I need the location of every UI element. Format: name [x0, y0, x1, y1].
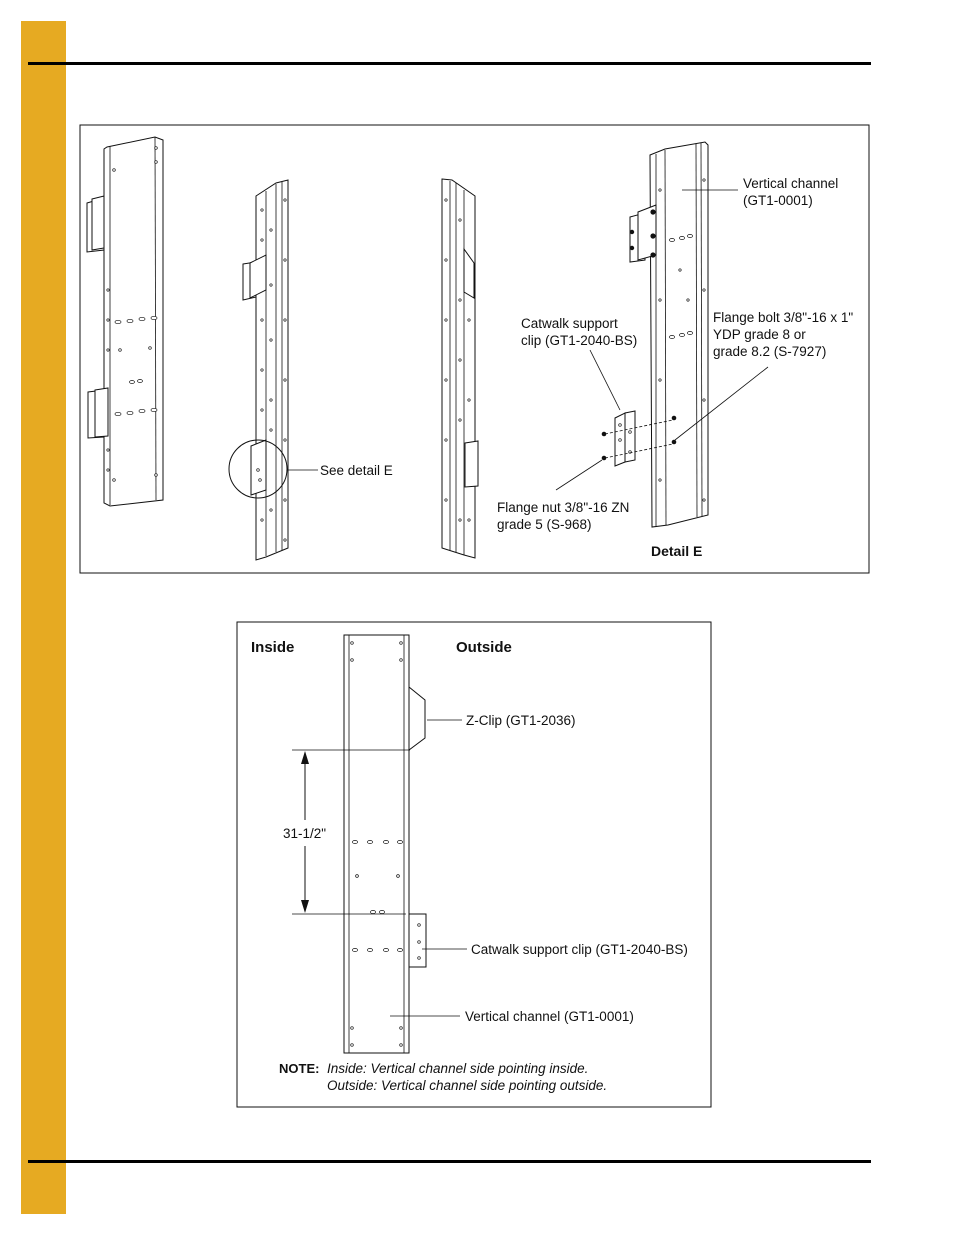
- flange-nut-label-line1: Flange nut 3/8"-16 ZN: [497, 500, 630, 515]
- see-detail-label: See detail E: [320, 463, 393, 478]
- flange-bolt-label-line3: grade 8.2 (S-7927): [713, 344, 827, 359]
- outside-heading: Outside: [456, 639, 512, 656]
- vertical-channel-bottom-label: Vertical channel (GT1-0001): [465, 1009, 634, 1024]
- catwalk-clip-bottom-label: Catwalk support clip (GT1-2040-BS): [471, 942, 688, 957]
- catwalk-clip-leader: [590, 350, 620, 410]
- flange-nut-label-line2: grade 5 (S-968): [497, 517, 592, 532]
- channel-view-2: [243, 180, 288, 560]
- note-line2: Outside: Vertical channel side pointing outside.: [327, 1078, 608, 1093]
- zclip-label: Z-Clip (GT1-2036): [466, 713, 576, 728]
- channel-view-1: [87, 137, 163, 506]
- note-prefix: NOTE:: [279, 1061, 320, 1076]
- dimension-label: 31-1/2": [283, 826, 327, 841]
- inside-heading: Inside: [251, 639, 295, 656]
- bottom-figure-frame: [237, 622, 711, 1107]
- detail-e-title: Detail E: [651, 543, 703, 559]
- flange-bolt-label-line2: YDP grade 8 or: [713, 327, 806, 342]
- detail-e-catwalk-clip: [615, 411, 635, 466]
- flange-nut-leader: [556, 460, 602, 490]
- catwalk-clip-label-line1: Catwalk support: [521, 316, 618, 331]
- zclip-shape: [409, 687, 425, 750]
- note-line1: Inside: Vertical channel side pointing inside.: [327, 1061, 589, 1076]
- flange-bolt-label-line1: Flange bolt 3/8"-16 x 1": [713, 310, 854, 325]
- channel-view-3: [442, 179, 478, 558]
- vertical-channel-label-line2: (GT1-0001): [743, 193, 813, 208]
- vertical-channel-label-line1: Vertical channel: [743, 176, 839, 191]
- detail-e-channel: [630, 142, 708, 527]
- catwalk-clip-label-line2: clip (GT1-2040-BS): [521, 333, 638, 348]
- bottom-vertical-channel: [344, 635, 409, 1053]
- bottom-catwalk-clip: [409, 914, 426, 967]
